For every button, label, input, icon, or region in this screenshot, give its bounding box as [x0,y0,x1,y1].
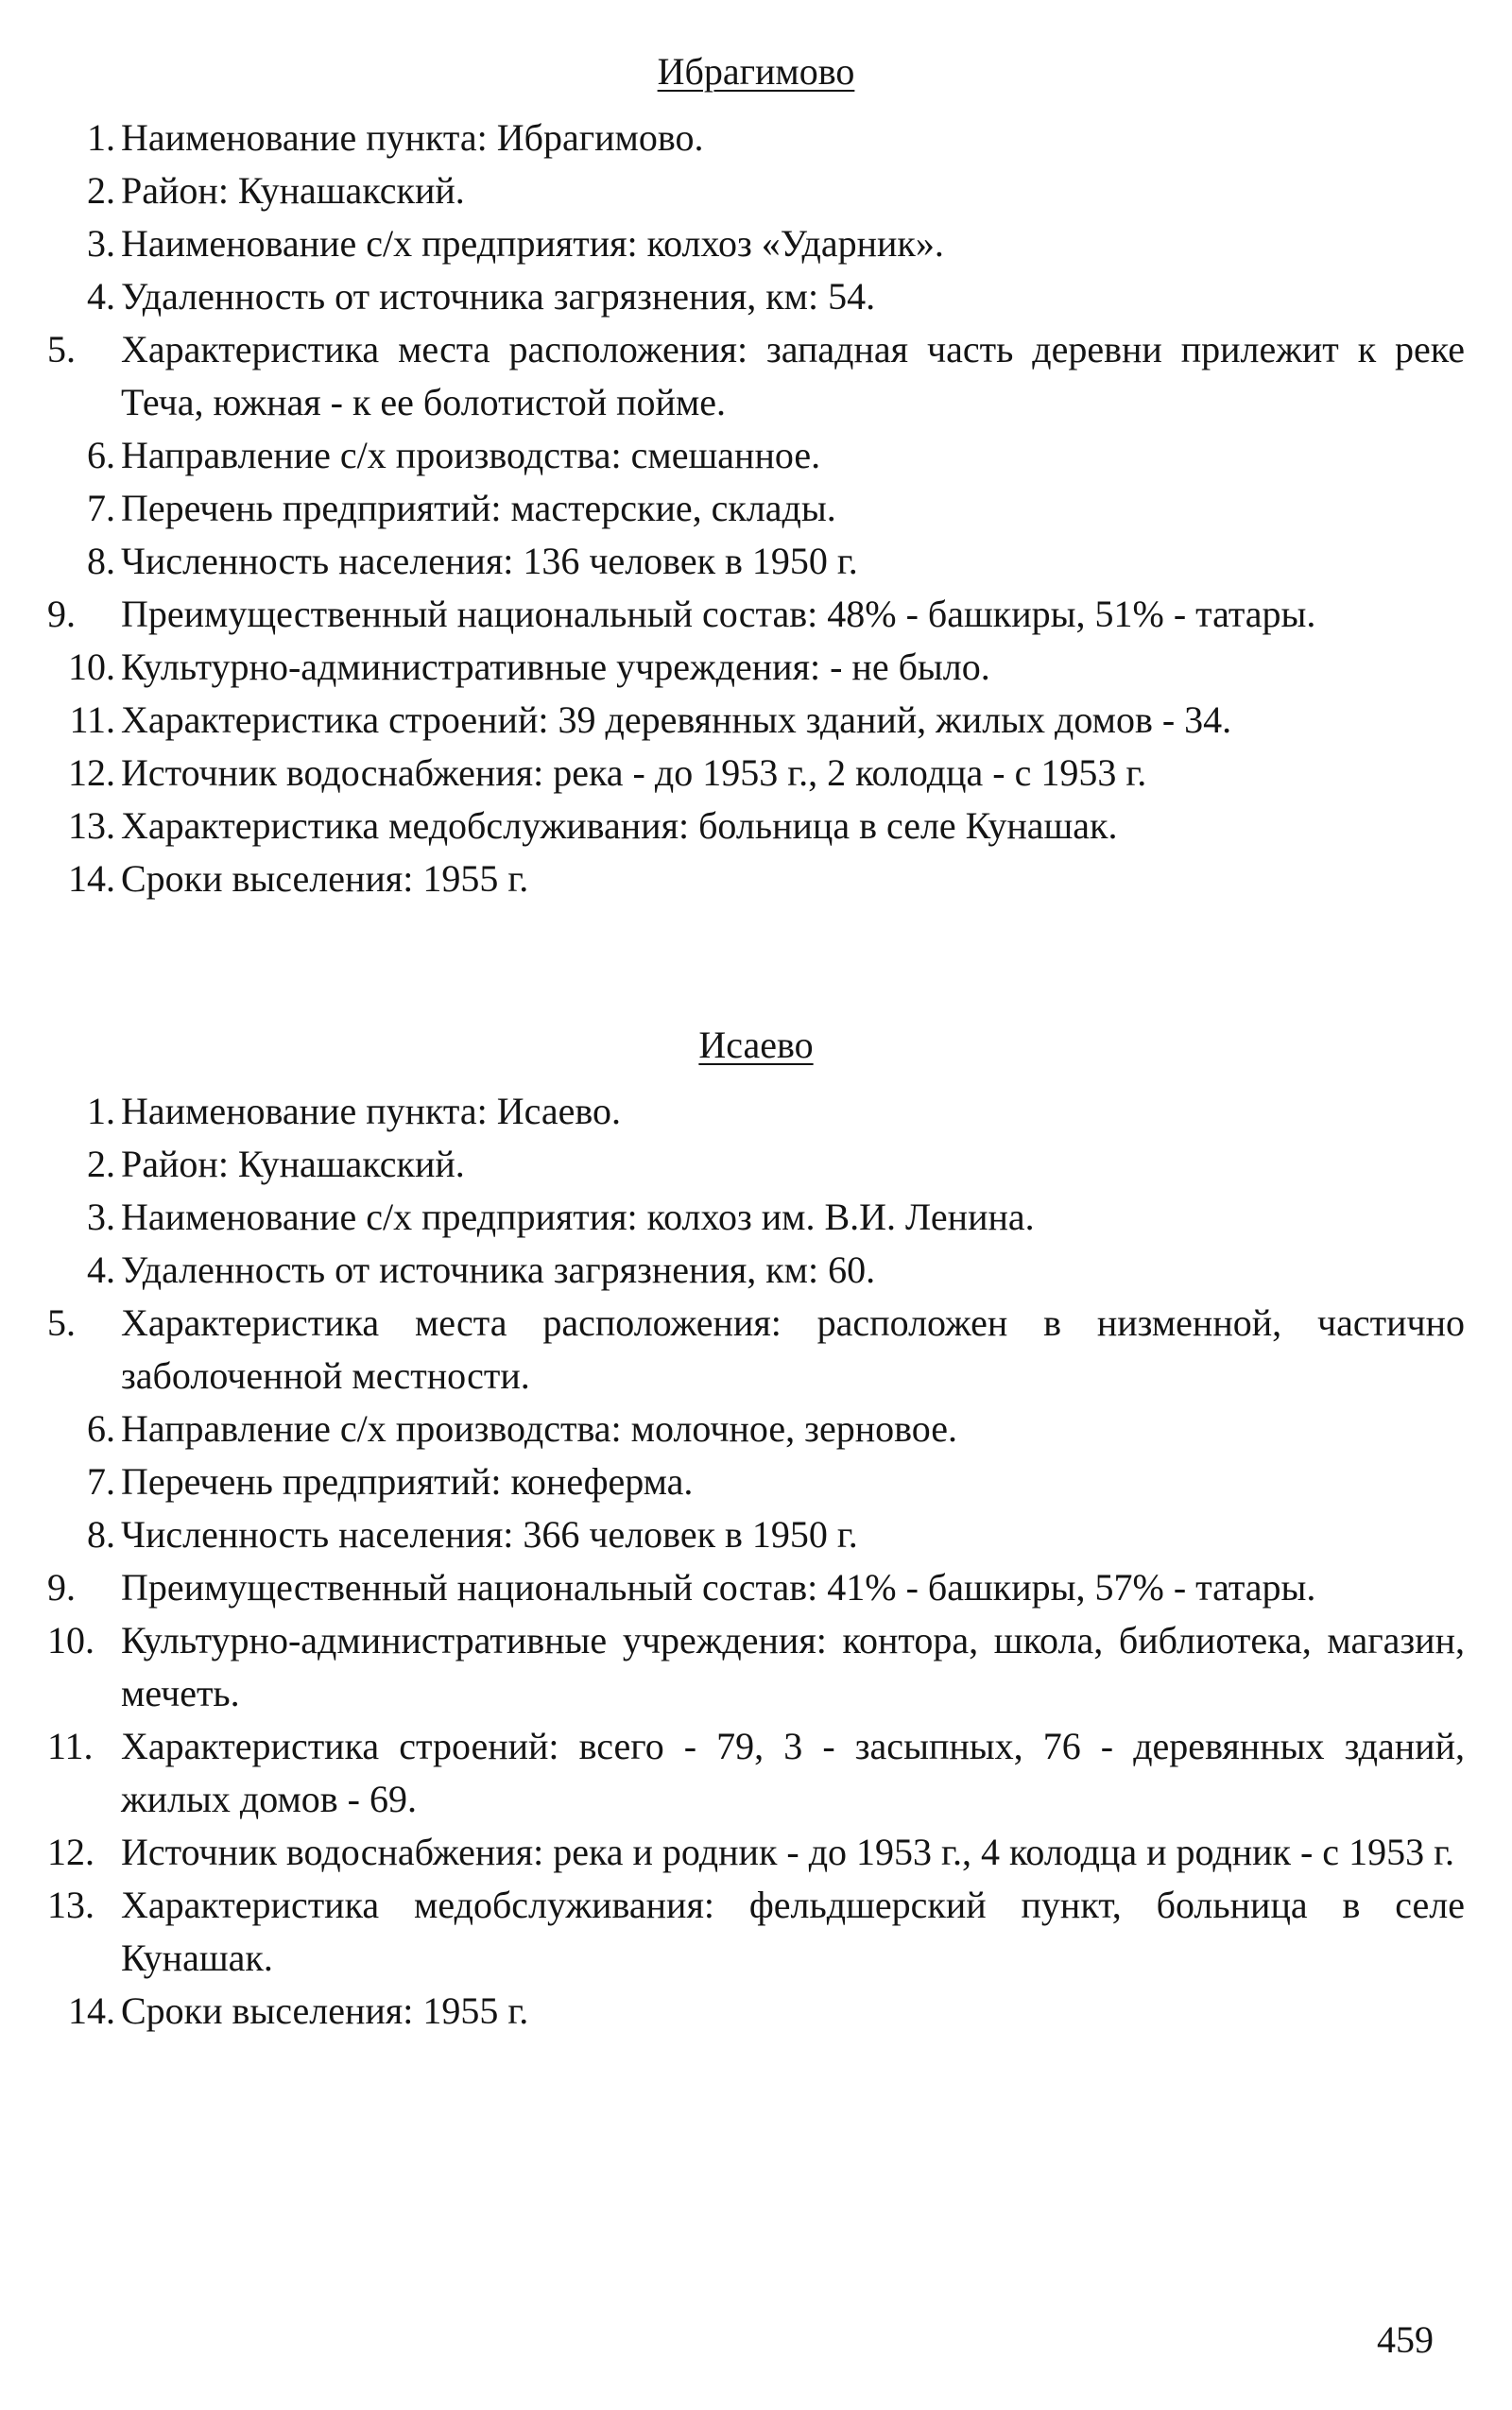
item-text: Характеристика строений: 39 деревянных зданий, жилых домов - 34. [121,698,1232,741]
list-item [47,1244,1465,1297]
list-item [47,588,1465,641]
item-number: 12 . [47,1826,115,1879]
item-number: 5 . [47,1297,115,1350]
list-item [47,1561,1465,1614]
list-item [47,1614,1465,1720]
item-number: 6 . [47,1403,115,1455]
item-text: Сроки выселения: 1955 г. [121,1989,529,2032]
section-title: Ибрагимово [657,50,855,93]
list-item [47,323,1465,429]
item-number: 11 . [47,1720,115,1773]
list-item [47,217,1465,270]
item-number: 1 . [47,1085,115,1138]
item-list [47,1085,1465,2038]
item-text: Направление с/х производства: молочное, зерновое. [121,1407,957,1450]
item-text: Перечень предприятий: конеферма. [121,1460,694,1503]
list-item [47,1403,1465,1455]
list-item [47,1985,1465,2038]
item-text: Перечень предприятий: мастерские, склады. [121,487,836,529]
list-item [47,1879,1465,1985]
item-text: Численность населения: 366 человек в 1950 г. [121,1513,858,1556]
item-list [47,112,1465,905]
list-item [47,641,1465,694]
item-text: Преимущественный национальный состав: 41% - башкиры, 57% - татары. [121,1566,1316,1609]
list-item [47,747,1465,800]
item-number: 8 . [47,535,115,588]
list-item [47,1191,1465,1244]
item-text: Численность населения: 136 человек в 1950 г. [121,540,858,582]
item-number: 2 . [47,164,115,217]
item-text: Наименование пункта: Исаево. [121,1090,622,1132]
item-number: 13 . [47,1879,115,1932]
item-number: 10 . [47,1614,115,1667]
list-item [47,1720,1465,1826]
item-number: 9 . [47,1561,115,1614]
list-item [47,429,1465,482]
item-number: 10 . [47,641,115,694]
section-ibragimovo [47,49,1465,905]
list-item [47,482,1465,535]
item-text: Источник водоснабжения: река - до 1953 г., 2 колодца - с 1953 г. [121,751,1147,794]
item-number: 11 . [47,694,115,747]
page-number: 459 [1377,2318,1434,2361]
list-item [47,1138,1465,1191]
item-number: 4 . [47,270,115,323]
item-text: Удаленность от источника загрязнения, км: 60. [121,1248,876,1291]
list-item [47,800,1465,852]
item-number: 9 . [47,588,115,641]
item-number: 4 . [47,1244,115,1297]
item-text: Характеристика места расположения: западная часть деревни прилежит к реке Теча, южная - к ее болотистой пойме. [121,328,1465,423]
section-isaevo [47,1023,1465,2038]
item-text: Характеристика медобслуживания: фельдшерский пункт, больница в селе Кунашак. [121,1884,1465,1979]
list-item [47,270,1465,323]
item-text: Характеристика строений: всего - 79, 3 - засыпных, 76 - деревянных зданий, жилых домов - 69. [121,1725,1465,1820]
item-number: 14 . [47,1985,115,2038]
item-number: 2 . [47,1138,115,1191]
item-text: Направление с/х производства: смешанное. [121,434,821,476]
item-number: 3 . [47,217,115,270]
list-item [47,164,1465,217]
item-number: 14 . [47,852,115,905]
item-number: 7 . [47,1455,115,1508]
item-text: Район: Кунашакский. [121,169,465,212]
item-text: Сроки выселения: 1955 г. [121,857,529,900]
item-text: Наименование с/х предприятия: колхоз им. В.И. Ленина. [121,1196,1035,1238]
item-text: Наименование с/х предприятия: колхоз «Ударник». [121,222,944,265]
item-text: Характеристика медобслуживания: больница в селе Кунашак. [121,804,1118,847]
item-text: Преимущественный национальный состав: 48% - башкиры, 51% - татары. [121,593,1316,635]
item-number: 1 . [47,112,115,164]
section-title: Исаево [698,1024,814,1066]
item-text: Удаленность от источника загрязнения, км: 54. [121,275,876,318]
list-item [47,852,1465,905]
list-item [47,1508,1465,1561]
item-number: 3 . [47,1191,115,1244]
item-text: Район: Кунашакский. [121,1143,465,1185]
item-text: Характеристика места расположения: расположен в низменной, частично заболоченной местности. [121,1301,1465,1397]
item-text: Наименование пункта: Ибрагимово. [121,116,704,159]
list-item [47,1826,1465,1879]
item-text: Источник водоснабжения: река и родник - до 1953 г., 4 колодца и родник - с 1953 г. [121,1831,1454,1873]
list-item [47,1085,1465,1138]
item-text: Культурно-административные учреждения: - не было. [121,646,990,688]
item-number: 12 . [47,747,115,800]
item-number: 5 . [47,323,115,376]
item-number: 6 . [47,429,115,482]
item-text: Культурно-административные учреждения: контора, школа, библиотека, магазин, мечеть. [121,1619,1465,1714]
item-number: 13 . [47,800,115,852]
list-item [47,112,1465,164]
item-number: 8 . [47,1508,115,1561]
list-item [47,694,1465,747]
item-number: 7 . [47,482,115,535]
list-item [47,535,1465,588]
list-item [47,1455,1465,1508]
list-item [47,1297,1465,1403]
